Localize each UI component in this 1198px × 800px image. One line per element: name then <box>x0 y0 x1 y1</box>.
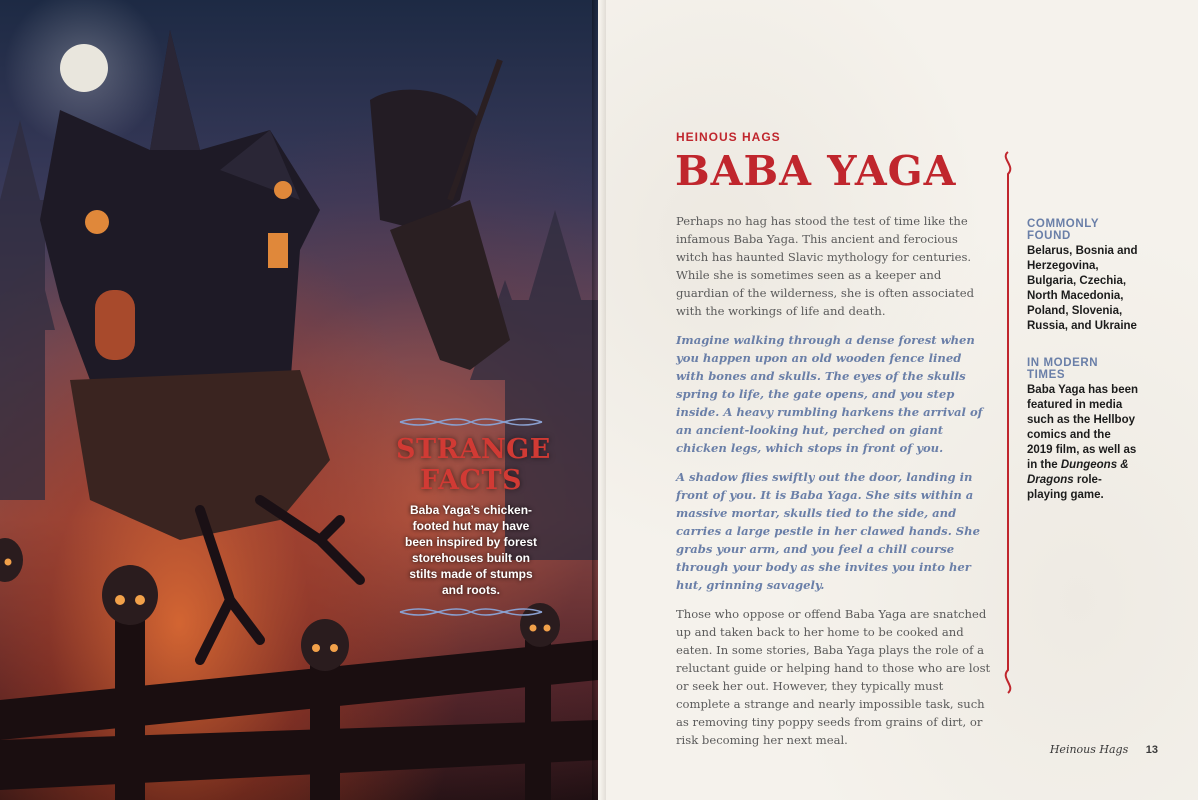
sidebar <box>1027 218 1139 503</box>
witch-in-mortar <box>370 60 510 370</box>
paragraph-italic: Imagine walking through a dense forest when you happen upon an old wooden fence lined with bones and skulls. The eyes of the skulls spring to life, the gate opens, and you step inside. A heavy rumbling harkens the arrival of an ancient-looking hut, perched on giant chicken legs, which stops in front of you. <box>676 333 983 455</box>
baba-yaga-illustration <box>0 0 598 800</box>
facts-title-line1: STRANGE <box>396 434 551 465</box>
book-spine-shadow <box>592 0 606 800</box>
paragraph: Those who oppose or offend Baba Yaga are snatched up and taken back to her home to be cooked and eaten. In some stories, Baba Yaga plays the role of a reluctant guide or helping hand to those who are lost or seek her out. However, they typically must complete a strange and nearly impossible task, such as removing tiny poppy seeds from grains of dirt, or risk becoming her next meal. <box>676 607 991 747</box>
body-text <box>676 212 991 760</box>
modern-times-text <box>1027 383 1139 503</box>
ornament-divider-bottom <box>398 606 544 618</box>
paragraph-italic: A shadow flies swiftly out the door, landing in front of you. It is Baba Yaga. She sits within a massive mortar, skulls tied to the side, and carries a large pestle in her clawed hands. She grabs your arm, and you feel a chill course through your body as she invites you into her hut, grinning savagely. <box>676 470 980 592</box>
strange-facts-title <box>396 434 551 496</box>
hut <box>40 30 330 540</box>
decorative-vertical-rule <box>998 150 1018 695</box>
commonly-found-heading: COMMONLY FOUND <box>1027 218 1099 242</box>
commonly-found-text: Belarus, Bosnia and Herzegovina, Bulgaria, Czechia, North Macedonia, Poland, Slovenia, Russia, and Ukraine <box>1027 245 1138 332</box>
page-title: BABA YAGA <box>675 147 957 195</box>
modern-text-part: role-playing game. <box>1027 474 1104 501</box>
facts-title-line2: FACTS <box>419 465 523 496</box>
ornament-divider-top <box>398 416 544 428</box>
strange-facts-box <box>396 416 551 618</box>
paragraph: Perhaps no hag has stood the test of time like the infamous Baba Yaga. This ancient and ferocious witch has haunted Slavic mythology for centuries. While she is sometimes seen as a keeper and guardian of the wilderness, she is often associated with the workings of life and death. <box>676 214 975 318</box>
strange-facts-text: Baba Yaga’s chicken-footed hut may have been inspired by forest storehouses built on stilts made of stumps and roots. <box>404 503 538 597</box>
modern-text-title: Dungeons & Dragons <box>1027 459 1129 486</box>
text-page <box>598 0 1198 800</box>
commonly-found-block <box>1027 218 1139 334</box>
modern-times-heading: IN MODERN TIMES <box>1027 357 1099 381</box>
bone-fence <box>0 610 598 800</box>
running-footer-label: Heinous Hags <box>1049 743 1129 756</box>
page-footer <box>1050 743 1158 756</box>
moon <box>60 44 108 92</box>
chapter-label: HEINOUS HAGS <box>676 130 781 144</box>
illustration-page <box>0 0 598 800</box>
modern-text-part: Baba Yaga has been featured in media such as the Hellboy comics and the 2019 film, as well as in the <box>1027 384 1139 471</box>
modern-times-block <box>1027 357 1139 503</box>
page-number: 13 <box>1145 744 1158 756</box>
